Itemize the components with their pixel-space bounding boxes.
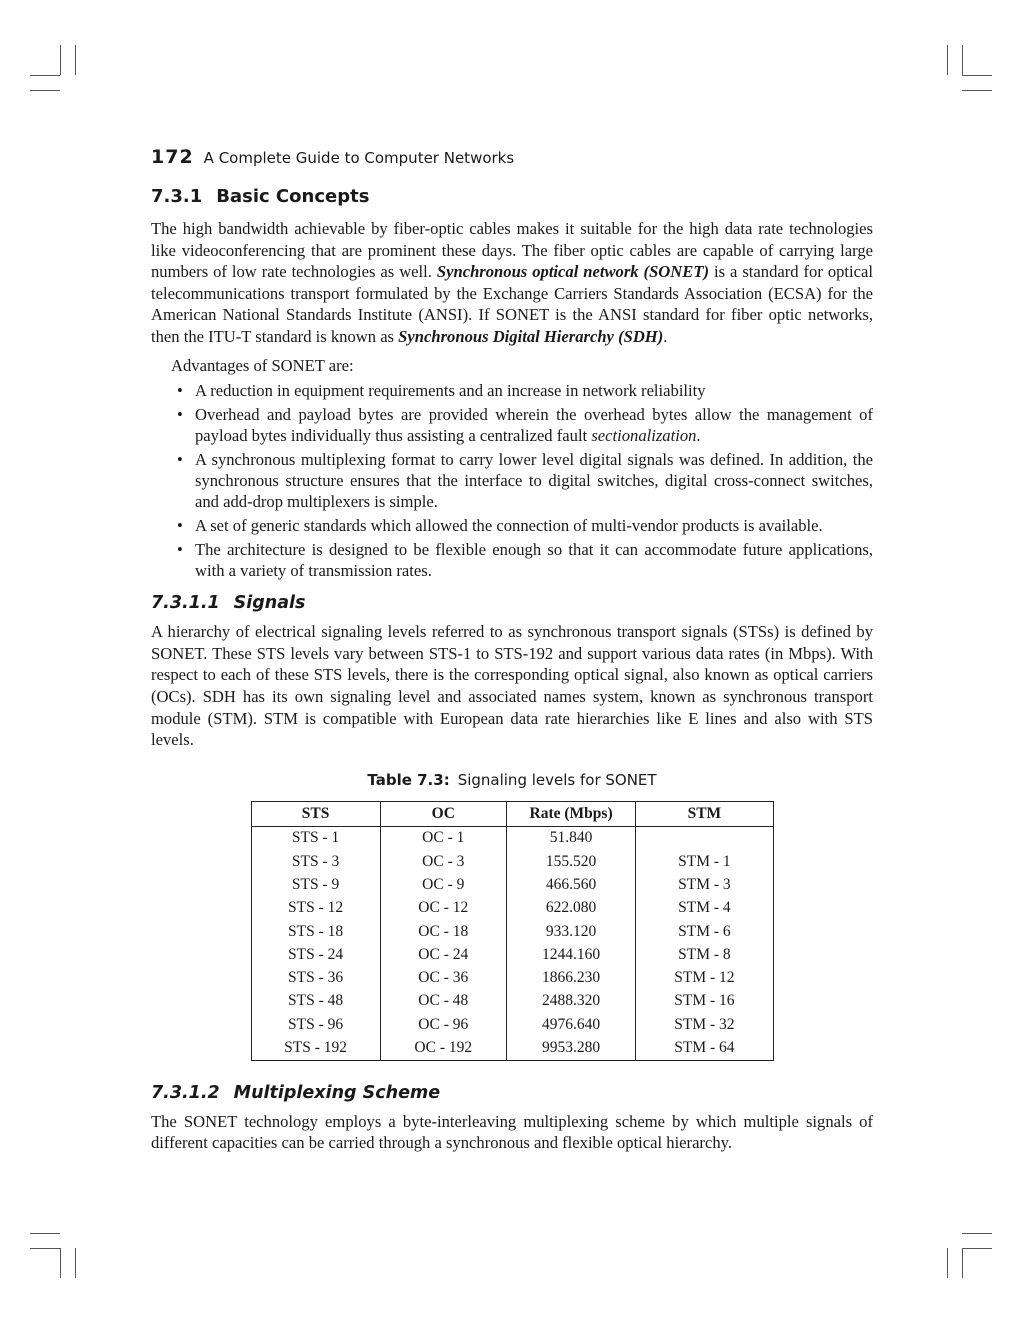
crop-mark <box>30 1233 60 1234</box>
column-header-stm: STM <box>636 801 773 826</box>
table-row <box>251 1036 773 1060</box>
table-cell: 1866.230 <box>506 967 635 990</box>
section-title: Basic Concepts <box>216 186 370 207</box>
crop-mark <box>947 1248 948 1278</box>
table-cell: STM - 6 <box>636 920 773 943</box>
table-row <box>251 967 773 990</box>
bullet-icon: • <box>177 405 183 425</box>
table-cell: OC - 9 <box>380 873 506 896</box>
list-item <box>151 380 873 401</box>
subsection-title: Signals <box>233 593 306 614</box>
table-cell: STS - 24 <box>251 943 380 966</box>
table-cell: OC - 3 <box>380 850 506 873</box>
crop-mark <box>30 90 60 91</box>
table-cell: OC - 12 <box>380 897 506 920</box>
list-item-text: A set of generic standards which allowed the connection of multi-vendor products is available. <box>195 516 823 536</box>
emphasis-sdh: Synchronous Digital Hierarchy (SDH) <box>398 326 664 346</box>
italic-term: sectionalization <box>591 426 697 446</box>
table-cell: 51.840 <box>506 826 635 850</box>
page-body <box>151 186 873 1154</box>
table-row <box>251 826 773 850</box>
multiplexing-paragraph: The SONET technology employs a byte-interleaving multiplexing scheme by which multiple signals of different capacities can be carried through a synchronous and flexible optical hierarchy. <box>151 1111 873 1153</box>
table-row <box>251 850 773 873</box>
list-item <box>151 404 873 446</box>
bullet-icon: • <box>177 450 183 470</box>
list-item-text: A reduction in equipment requirements and an increase in network reliability <box>195 381 706 401</box>
table-cell: STM - 8 <box>636 943 773 966</box>
text-run: is a standard for optical telecommunications transport formulated by the Exchange Carriers Standards Association (ECSA) for the American National Standards Institute (ANSI). If SONET is the ANSI standard for fiber optic networks, then the ITU-T standard is known as <box>151 262 873 346</box>
crop-mark <box>30 1248 60 1249</box>
bullet-icon: • <box>177 540 183 560</box>
table-cell: 622.080 <box>506 897 635 920</box>
table-cell: 466.560 <box>506 873 635 896</box>
intro-paragraph <box>151 218 873 348</box>
crop-mark <box>60 45 61 75</box>
table-cell: STS - 12 <box>251 897 380 920</box>
table-cell: STS - 18 <box>251 920 380 943</box>
section-number: 7.3.1 <box>151 186 203 207</box>
table-cell: OC - 24 <box>380 943 506 966</box>
list-item-text: . <box>696 426 701 446</box>
table-cell: STM - 16 <box>636 990 773 1013</box>
list-item-text: The architecture is designed to be flexible enough so that it can accommodate future applications, with a variety of transmission rates. <box>195 540 873 581</box>
section-heading <box>151 186 873 207</box>
page-number: 172 <box>151 146 194 168</box>
table-cell: STM - 3 <box>636 873 773 896</box>
crop-mark <box>962 90 992 91</box>
list-item-text: A synchronous multiplexing format to carry lower level digital signals was defined. In addition, the synchronous structure ensures that the interface to digital switches, digital cross-connect switches, and add-drop multiplexers is simple. <box>195 450 873 512</box>
table-cell: STS - 96 <box>251 1013 380 1036</box>
column-header-oc: OC <box>380 801 506 826</box>
table-cell: STM - 4 <box>636 897 773 920</box>
table-cell: OC - 36 <box>380 967 506 990</box>
list-item <box>151 539 873 581</box>
text-run: . <box>663 326 668 346</box>
table-cell: STM - 12 <box>636 967 773 990</box>
advantages-intro: Advantages of SONET are: <box>171 355 354 375</box>
list-item <box>151 449 873 512</box>
table-cell: 2488.320 <box>506 990 635 1013</box>
table-cell: OC - 1 <box>380 826 506 850</box>
list-item <box>151 515 873 536</box>
table-row <box>251 943 773 966</box>
crop-mark <box>75 1248 76 1278</box>
table-cell: OC - 18 <box>380 920 506 943</box>
table-row <box>251 920 773 943</box>
table-cell <box>636 826 773 850</box>
crop-mark <box>962 45 963 75</box>
table-cell: 4976.640 <box>506 1013 635 1036</box>
subsection-heading-signals <box>151 593 873 613</box>
signals-paragraph: A hierarchy of electrical signaling levels referred to as synchronous transport signals (STSs) is defined by SONET. These STS levels vary between STS-1 to STS-192 and support various data rates (in Mbps). With respect to each of these STS levels, there is the corresponding optical signal, also known as optical carriers (OCs). SDH has its own signaling level and associated names system, known as synchronous transport module (STM). STM is compatible with European data rate hierarchies like E lines and also with STS levels. <box>151 622 873 750</box>
table-cell: STM - 1 <box>636 850 773 873</box>
table-caption <box>151 771 873 789</box>
table-cell: OC - 192 <box>380 1036 506 1060</box>
subsection-number: 7.3.1.1 <box>151 593 220 614</box>
table-cell: STS - 1 <box>251 826 380 850</box>
crop-mark <box>962 75 992 76</box>
column-header-sts: STS <box>251 801 380 826</box>
table-cell: 1244.160 <box>506 943 635 966</box>
signaling-levels-table <box>251 801 774 1061</box>
crop-mark <box>962 1233 992 1234</box>
table-cell: OC - 96 <box>380 1013 506 1036</box>
subsection-title: Multiplexing Scheme <box>233 1082 441 1103</box>
table-cell: STS - 3 <box>251 850 380 873</box>
subsection-heading-multiplexing <box>151 1083 873 1103</box>
crop-mark <box>60 1248 61 1278</box>
text-run: The high bandwidth achievable by fiber-optic cables makes it suitable for the high data rate technologies like videoconferencing that are prominent these days. The fiber optic cables are capable of carrying large numbers of low rate technologies as well. <box>151 219 873 282</box>
crop-mark <box>75 45 76 75</box>
subsection-number: 7.3.1.2 <box>151 1082 220 1103</box>
table-cell: STS - 192 <box>251 1036 380 1060</box>
table-cell: OC - 48 <box>380 990 506 1013</box>
table-cell: STS - 36 <box>251 967 380 990</box>
table-cell: STS - 48 <box>251 990 380 1013</box>
column-header-rate: Rate (Mbps) <box>506 801 635 826</box>
crop-mark <box>962 1248 963 1278</box>
crop-mark <box>962 1248 992 1249</box>
advantages-list <box>151 380 873 581</box>
table-cell: STS - 9 <box>251 873 380 896</box>
table-row <box>251 990 773 1013</box>
crop-mark <box>947 45 948 75</box>
table-row <box>251 873 773 896</box>
bullet-icon: • <box>177 381 183 401</box>
table-cell: 9953.280 <box>506 1036 635 1060</box>
table-header-row <box>251 801 773 826</box>
bullet-icon: • <box>177 516 183 536</box>
table-cell: STM - 64 <box>636 1036 773 1060</box>
table-cell: 933.120 <box>506 920 635 943</box>
crop-mark <box>30 75 60 76</box>
running-header <box>151 146 873 172</box>
table-row <box>251 1013 773 1036</box>
table-cell: STM - 32 <box>636 1013 773 1036</box>
table-title: Signaling levels for SONET <box>457 770 657 789</box>
table-cell: 155.520 <box>506 850 635 873</box>
emphasis-sonet: Synchronous optical network (SONET) <box>436 262 710 282</box>
list-item-text: Overhead and payload bytes are provided wherein the overhead bytes allow the management of payload bytes individually thus assisting a centralized fault <box>195 405 873 446</box>
table-row <box>251 897 773 920</box>
table-label: Table 7.3: <box>367 770 450 789</box>
running-title: A Complete Guide to Computer Networks <box>203 149 515 167</box>
